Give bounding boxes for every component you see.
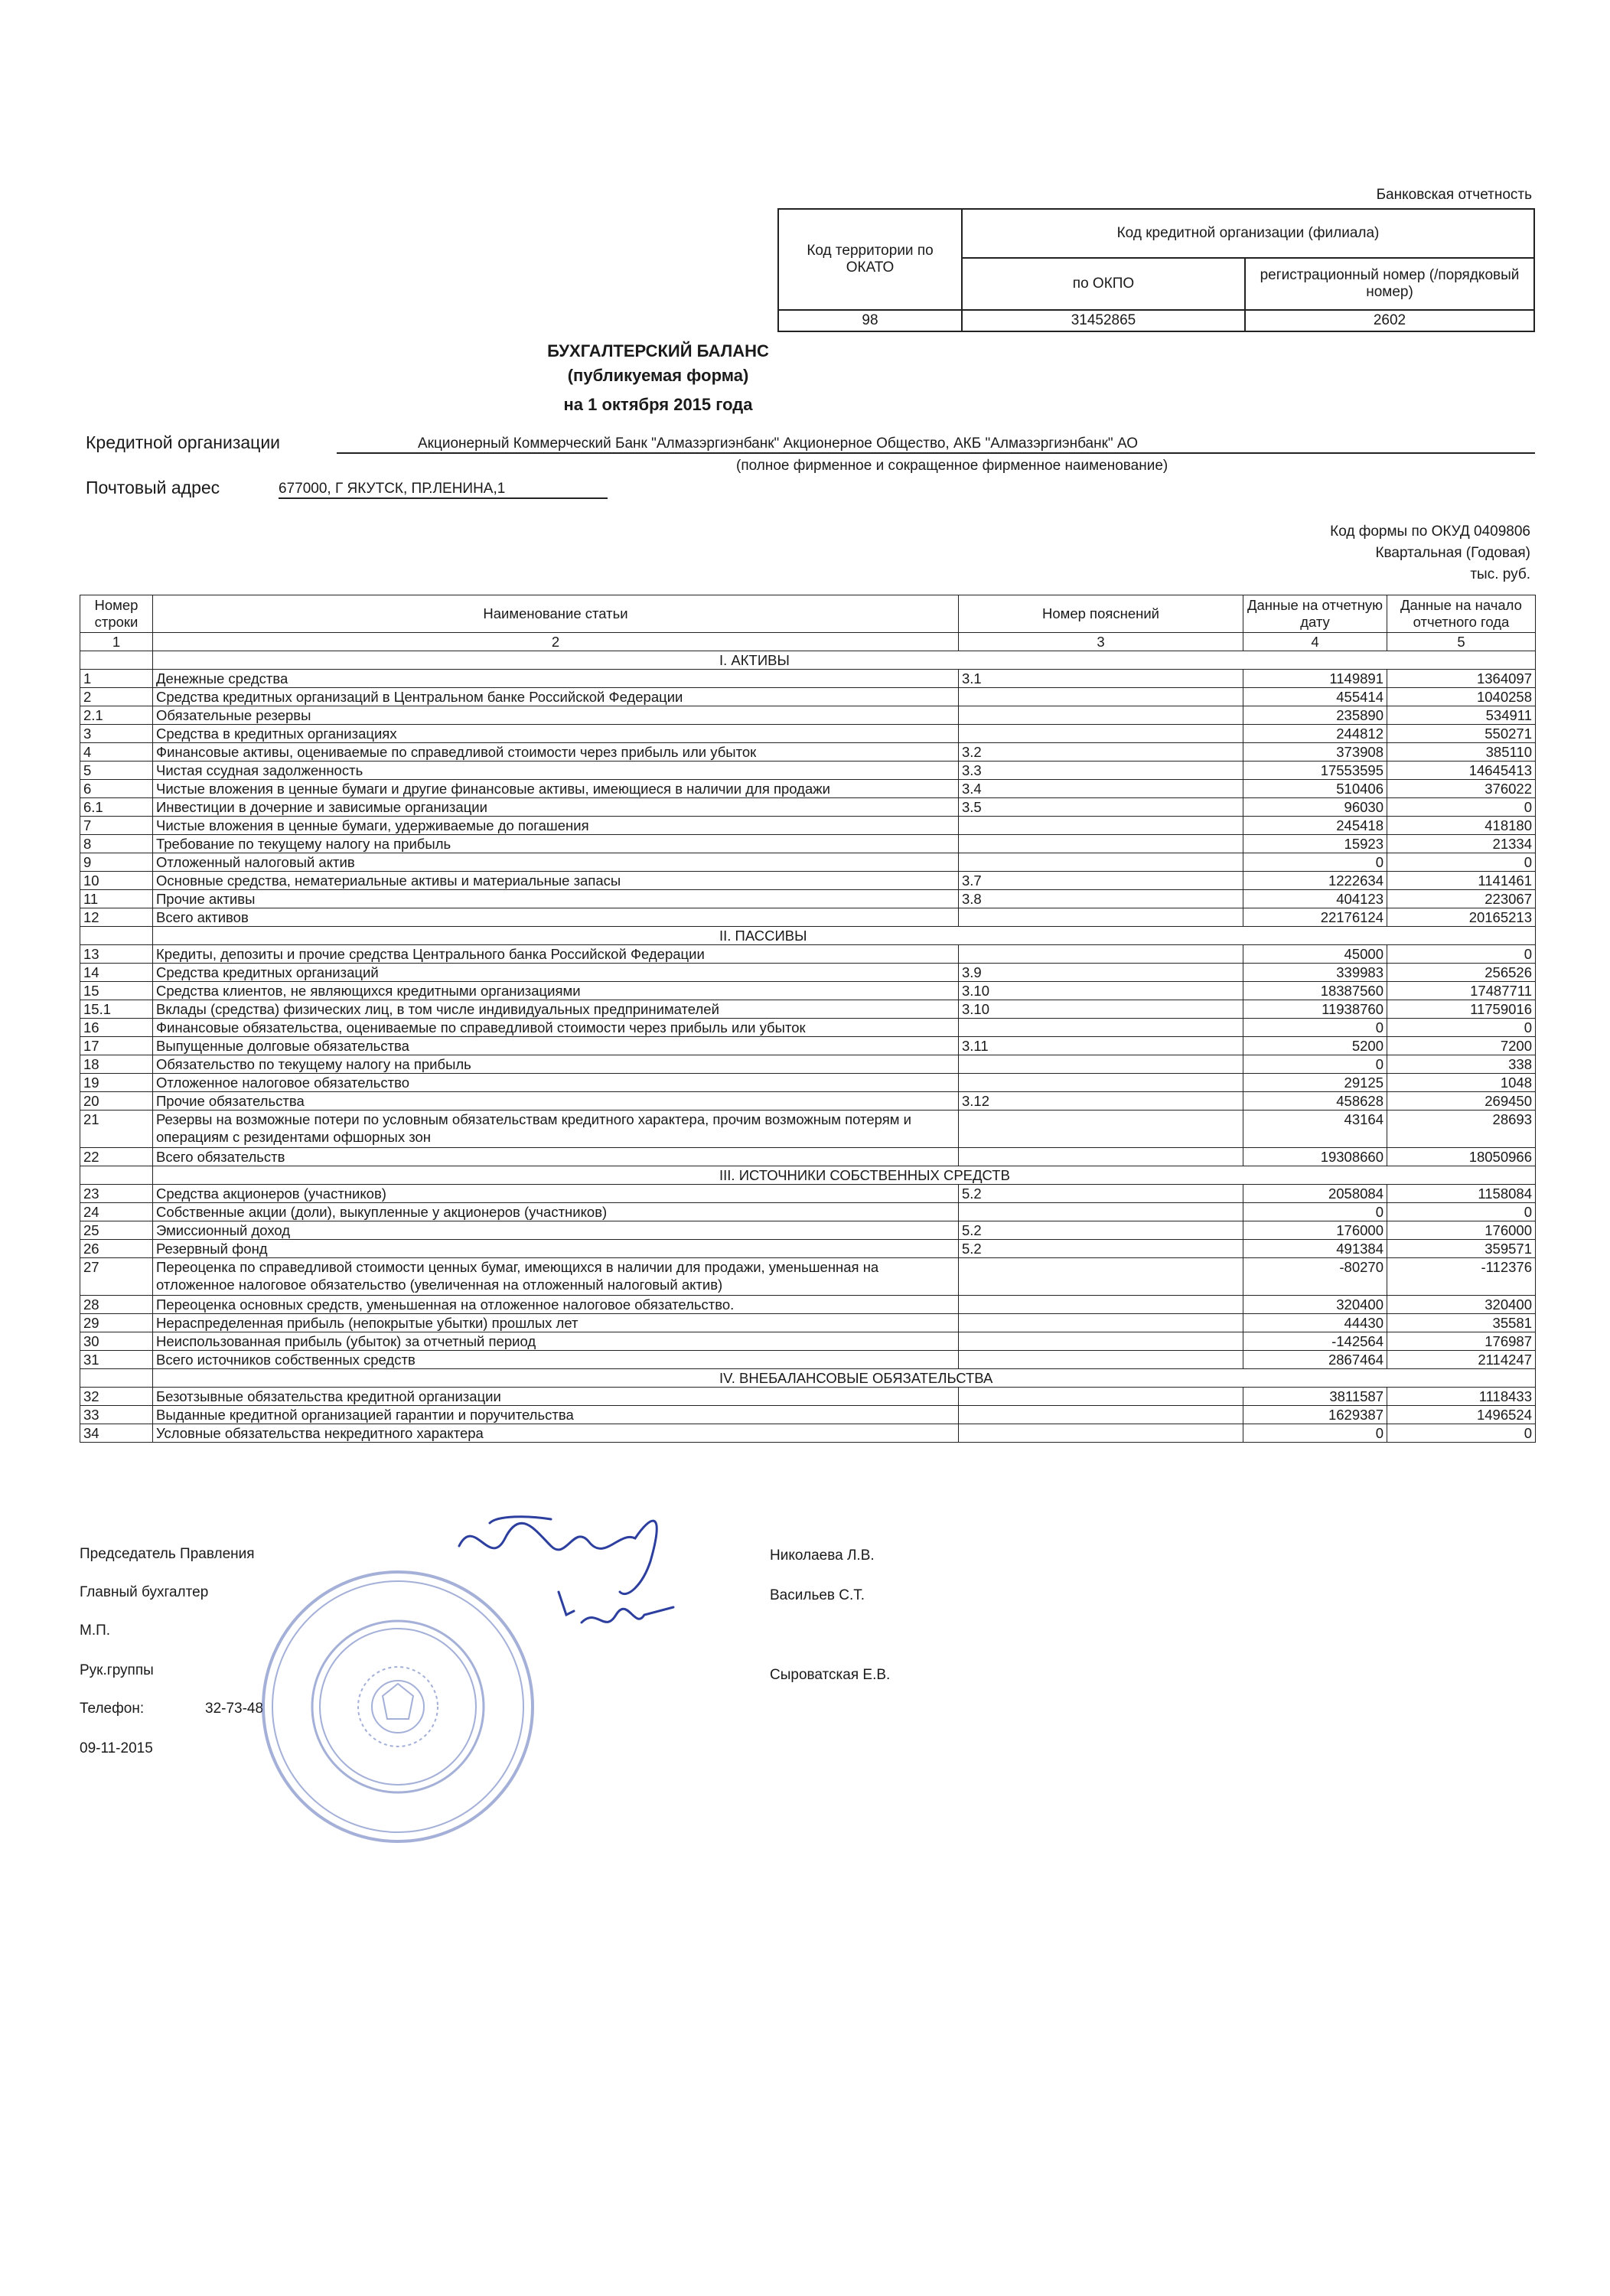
row-number: 16 xyxy=(80,1019,153,1037)
row-value-start: 21334 xyxy=(1387,835,1536,853)
row-value-start: 223067 xyxy=(1387,890,1536,908)
row-value-current: 2058084 xyxy=(1243,1185,1387,1203)
table-row xyxy=(80,1203,1536,1221)
row-number: 21 xyxy=(80,1110,153,1148)
row-note xyxy=(959,1314,1243,1332)
row-value-current: 339983 xyxy=(1243,964,1387,982)
table-row xyxy=(80,762,1536,780)
row-name: Чистая ссудная задолженность xyxy=(153,762,959,780)
column-header: Номер строки xyxy=(80,595,153,633)
table-row xyxy=(80,798,1536,817)
table-row xyxy=(80,1332,1536,1351)
row-number: 15.1 xyxy=(80,1000,153,1019)
okpo-label: по ОКПО xyxy=(962,258,1245,310)
row-name: Денежные средства xyxy=(153,670,959,688)
row-name: Финансовые обязательства, оцениваемые по справедливой стоимости через прибыль или убыток xyxy=(153,1019,959,1037)
row-note xyxy=(959,1019,1243,1037)
row-note: 3.3 xyxy=(959,762,1243,780)
table-row xyxy=(80,743,1536,762)
table-row xyxy=(80,1092,1536,1110)
row-value-start: 1158084 xyxy=(1387,1185,1536,1203)
row-name: Всего обязательств xyxy=(153,1148,959,1166)
row-value-current: 1149891 xyxy=(1243,670,1387,688)
group-name: Сыроватская Е.В. xyxy=(770,1667,891,1683)
row-value-current: 176000 xyxy=(1243,1221,1387,1240)
row-number: 6.1 xyxy=(80,798,153,817)
section-title: III. ИСТОЧНИКИ СОБСТВЕННЫХ СРЕДСТВ xyxy=(153,1166,1536,1185)
reg-number-value: 2602 xyxy=(1245,310,1534,331)
table-row xyxy=(80,1221,1536,1240)
row-number: 30 xyxy=(80,1332,153,1351)
report-date: на 1 октября 2015 года xyxy=(563,395,753,414)
row-name: Инвестиции в дочерние и зависимые организации xyxy=(153,798,959,817)
row-note xyxy=(959,1406,1243,1424)
row-number: 26 xyxy=(80,1240,153,1258)
row-name: Собственные акции (доли), выкупленные у акционеров (участников) xyxy=(153,1203,959,1221)
org-label: Кредитной организации xyxy=(86,432,281,452)
row-note xyxy=(959,1388,1243,1406)
column-header: Данные на начало отчетного года xyxy=(1387,595,1536,633)
row-note: 5.2 xyxy=(959,1185,1243,1203)
table-row xyxy=(80,1037,1536,1055)
row-number: 2.1 xyxy=(80,706,153,725)
table-row xyxy=(80,1055,1536,1074)
row-name: Кредиты, депозиты и прочие средства Центрального банка Российской Федерации xyxy=(153,945,959,964)
row-name: Обязательные резервы xyxy=(153,706,959,725)
row-note xyxy=(959,1258,1243,1296)
row-value-current: 491384 xyxy=(1243,1240,1387,1258)
table-row xyxy=(80,1314,1536,1332)
row-value-start: 0 xyxy=(1387,1203,1536,1221)
row-note xyxy=(959,835,1243,853)
row-value-start: 269450 xyxy=(1387,1092,1536,1110)
row-value-current: 0 xyxy=(1243,1203,1387,1221)
column-number: 4 xyxy=(1243,633,1387,651)
row-number: 1 xyxy=(80,670,153,688)
row-value-start: 0 xyxy=(1387,945,1536,964)
row-number: 15 xyxy=(80,982,153,1000)
phone-value: 32-73-48 xyxy=(205,1701,264,1717)
row-note xyxy=(959,1351,1243,1369)
row-note xyxy=(959,1332,1243,1351)
chairman-label: Председатель Правления xyxy=(80,1546,255,1562)
row-note: 3.10 xyxy=(959,982,1243,1000)
row-name: Чистые вложения в ценные бумаги, удерживаемые до погашения xyxy=(153,817,959,835)
row-name: Отложенный налоговый актив xyxy=(153,853,959,872)
row-value-start: 256526 xyxy=(1387,964,1536,982)
row-note: 3.9 xyxy=(959,964,1243,982)
units: тыс. руб. xyxy=(1470,566,1530,582)
row-value-start: 376022 xyxy=(1387,780,1536,798)
row-note xyxy=(959,1203,1243,1221)
table-row xyxy=(80,964,1536,982)
accountant-name: Васильев С.Т. xyxy=(770,1587,865,1603)
row-note xyxy=(959,688,1243,706)
table-row xyxy=(80,706,1536,725)
row-number: 12 xyxy=(80,908,153,927)
row-value-current: -80270 xyxy=(1243,1258,1387,1296)
table-row xyxy=(80,1148,1536,1166)
column-number: 3 xyxy=(959,633,1243,651)
table-row xyxy=(80,835,1536,853)
column-header: Наименование статьи xyxy=(153,595,959,633)
row-value-start: 359571 xyxy=(1387,1240,1536,1258)
table-header-row xyxy=(80,595,1536,633)
row-number: 5 xyxy=(80,762,153,780)
row-value-current: 15923 xyxy=(1243,835,1387,853)
row-number: 14 xyxy=(80,964,153,982)
table-row xyxy=(80,890,1536,908)
row-value-start: 385110 xyxy=(1387,743,1536,762)
form-code: Код формы по ОКУД 0409806 xyxy=(1330,523,1530,540)
row-note xyxy=(959,817,1243,835)
row-name: Всего активов xyxy=(153,908,959,927)
column-number-row xyxy=(80,633,1536,651)
row-value-current: 373908 xyxy=(1243,743,1387,762)
row-value-current: 45000 xyxy=(1243,945,1387,964)
row-name: Переоценка по справедливой стоимости ценных бумаг, имеющихся в наличии для продажи, уменьшенная на отложенное налоговое обязательство (увеличенная на отложенный налоговый актив) xyxy=(153,1258,959,1296)
row-value-start: 338 xyxy=(1387,1055,1536,1074)
row-name: Условные обязательства некредитного характера xyxy=(153,1424,959,1443)
row-value-current: 0 xyxy=(1243,853,1387,872)
row-note xyxy=(959,1110,1243,1148)
table-row xyxy=(80,1258,1536,1296)
row-value-current: 0 xyxy=(1243,1424,1387,1443)
row-note xyxy=(959,725,1243,743)
page-subtitle: (публикуемая форма) xyxy=(567,366,749,385)
table-row xyxy=(80,982,1536,1000)
row-note: 3.4 xyxy=(959,780,1243,798)
row-value-current: 96030 xyxy=(1243,798,1387,817)
row-value-start: 1048 xyxy=(1387,1074,1536,1092)
row-value-start: 2114247 xyxy=(1387,1351,1536,1369)
section-row xyxy=(80,1369,1536,1388)
row-number: 17 xyxy=(80,1037,153,1055)
row-note: 3.10 xyxy=(959,1000,1243,1019)
row-number: 10 xyxy=(80,872,153,890)
report-type: Банковская отчетность xyxy=(1376,187,1532,203)
row-number: 34 xyxy=(80,1424,153,1443)
table-row xyxy=(80,1388,1536,1406)
row-number: 28 xyxy=(80,1296,153,1314)
row-note: 5.2 xyxy=(959,1240,1243,1258)
okpo-value: 31452865 xyxy=(962,310,1245,331)
row-number: 18 xyxy=(80,1055,153,1074)
section-title: IV. ВНЕБАЛАНСОВЫЕ ОБЯЗАТЕЛЬСТВА xyxy=(153,1369,1536,1388)
balance-table xyxy=(80,595,1536,1443)
row-note: 3.1 xyxy=(959,670,1243,688)
row-value-start: 14645413 xyxy=(1387,762,1536,780)
row-value-current: 0 xyxy=(1243,1055,1387,1074)
row-note xyxy=(959,945,1243,964)
phone-label: Телефон: xyxy=(80,1701,145,1717)
table-row xyxy=(80,853,1536,872)
section-title: II. ПАССИВЫ xyxy=(153,927,1536,945)
chairman-name: Николаева Л.В. xyxy=(770,1548,875,1564)
table-row xyxy=(80,1000,1536,1019)
signature-icon xyxy=(444,1500,689,1653)
report-date-footer: 09-11-2015 xyxy=(80,1740,153,1756)
row-value-current: 1629387 xyxy=(1243,1406,1387,1424)
row-number: 13 xyxy=(80,945,153,964)
row-value-current: 244812 xyxy=(1243,725,1387,743)
row-value-current: -142564 xyxy=(1243,1332,1387,1351)
row-note: 3.11 xyxy=(959,1037,1243,1055)
table-row xyxy=(80,1019,1536,1037)
table-row xyxy=(80,1424,1536,1443)
row-name: Финансовые активы, оцениваемые по справедливой стоимости через прибыль или убыток xyxy=(153,743,959,762)
row-name: Средства в кредитных организациях xyxy=(153,725,959,743)
row-value-start: 534911 xyxy=(1387,706,1536,725)
address-value: 677000, Г ЯКУТСК, ПР.ЛЕНИНА,1 xyxy=(279,481,608,499)
section-row xyxy=(80,1166,1536,1185)
row-number: 23 xyxy=(80,1185,153,1203)
table-row xyxy=(80,780,1536,798)
row-note xyxy=(959,706,1243,725)
row-number: 33 xyxy=(80,1406,153,1424)
row-value-current: 320400 xyxy=(1243,1296,1387,1314)
row-number: 20 xyxy=(80,1092,153,1110)
row-value-start: -112376 xyxy=(1387,1258,1536,1296)
section-row xyxy=(80,927,1536,945)
row-value-start: 0 xyxy=(1387,853,1536,872)
table-row xyxy=(80,872,1536,890)
seal-label: М.П. xyxy=(80,1623,111,1639)
row-value-current: 19308660 xyxy=(1243,1148,1387,1166)
row-name: Отложенное налоговое обязательство xyxy=(153,1074,959,1092)
row-value-current: 5200 xyxy=(1243,1037,1387,1055)
row-value-start: 7200 xyxy=(1387,1037,1536,1055)
accountant-label: Главный бухгалтер xyxy=(80,1584,209,1600)
row-value-current: 3811587 xyxy=(1243,1388,1387,1406)
row-name: Средства клиентов, не являющихся кредитными организациями xyxy=(153,982,959,1000)
row-name: Безотзывные обязательства кредитной организации xyxy=(153,1388,959,1406)
row-number: 24 xyxy=(80,1203,153,1221)
row-value-start: 0 xyxy=(1387,1019,1536,1037)
group-label: Рук.группы xyxy=(80,1662,154,1678)
row-value-current: 404123 xyxy=(1243,890,1387,908)
row-value-start: 1040258 xyxy=(1387,688,1536,706)
row-value-current: 2867464 xyxy=(1243,1351,1387,1369)
row-value-current: 11938760 xyxy=(1243,1000,1387,1019)
row-name: Неиспользованная прибыль (убыток) за отчетный период xyxy=(153,1332,959,1351)
row-value-start: 1496524 xyxy=(1387,1406,1536,1424)
page-title: БУХГАЛТЕРСКИЙ БАЛАНС xyxy=(547,341,769,360)
row-number: 11 xyxy=(80,890,153,908)
row-value-start: 1364097 xyxy=(1387,670,1536,688)
row-value-current: 43164 xyxy=(1243,1110,1387,1148)
row-name: Чистые вложения в ценные бумаги и другие финансовые активы, имеющиеся в наличии для продажи xyxy=(153,780,959,798)
row-value-start: 1118433 xyxy=(1387,1388,1536,1406)
row-note: 3.7 xyxy=(959,872,1243,890)
table-row xyxy=(80,1406,1536,1424)
table-row xyxy=(80,1074,1536,1092)
column-number: 5 xyxy=(1387,633,1536,651)
table-row xyxy=(80,945,1536,964)
row-value-current: 0 xyxy=(1243,1019,1387,1037)
column-number: 2 xyxy=(153,633,959,651)
column-header: Номер пояснений xyxy=(959,595,1243,633)
section-title: I. АКТИВЫ xyxy=(153,651,1536,670)
row-name: Требование по текущему налогу на прибыль xyxy=(153,835,959,853)
row-value-current: 245418 xyxy=(1243,817,1387,835)
row-name: Основные средства, нематериальные активы и материальные запасы xyxy=(153,872,959,890)
row-note xyxy=(959,908,1243,927)
column-header: Данные на отчетную дату xyxy=(1243,595,1387,633)
row-value-start: 176987 xyxy=(1387,1332,1536,1351)
row-name: Обязательство по текущему налогу на прибыль xyxy=(153,1055,959,1074)
row-value-start: 176000 xyxy=(1387,1221,1536,1240)
okato-label: Код территории по ОКАТО xyxy=(778,209,962,310)
row-value-current: 18387560 xyxy=(1243,982,1387,1000)
row-value-current: 22176124 xyxy=(1243,908,1387,927)
row-number: 4 xyxy=(80,743,153,762)
row-note xyxy=(959,853,1243,872)
row-value-start: 550271 xyxy=(1387,725,1536,743)
report-period: Квартальная (Годовая) xyxy=(1375,545,1530,561)
row-note xyxy=(959,1055,1243,1074)
row-name: Средства кредитных организаций в Центральном банке Российской Федерации xyxy=(153,688,959,706)
row-value-start: 0 xyxy=(1387,1424,1536,1443)
address-label: Почтовый адрес xyxy=(86,478,220,497)
row-value-start: 320400 xyxy=(1387,1296,1536,1314)
reg-number-label: регистрационный номер (/порядковый номер) xyxy=(1245,258,1534,310)
row-value-start: 1141461 xyxy=(1387,872,1536,890)
row-note: 3.2 xyxy=(959,743,1243,762)
table-row xyxy=(80,1240,1536,1258)
row-value-current: 510406 xyxy=(1243,780,1387,798)
row-value-start: 11759016 xyxy=(1387,1000,1536,1019)
row-number: 7 xyxy=(80,817,153,835)
row-number: 31 xyxy=(80,1351,153,1369)
row-value-start: 18050966 xyxy=(1387,1148,1536,1166)
table-row xyxy=(80,725,1536,743)
row-value-current: 1222634 xyxy=(1243,872,1387,890)
row-value-current: 17553595 xyxy=(1243,762,1387,780)
table-row xyxy=(80,1185,1536,1203)
row-value-current: 44430 xyxy=(1243,1314,1387,1332)
row-note: 3.5 xyxy=(959,798,1243,817)
row-number: 2 xyxy=(80,688,153,706)
row-value-start: 418180 xyxy=(1387,817,1536,835)
org-code-label: Код кредитной организации (филиала) xyxy=(962,209,1534,258)
row-number: 19 xyxy=(80,1074,153,1092)
row-name: Нераспределенная прибыль (непокрытые убытки) прошлых лет xyxy=(153,1314,959,1332)
table-row xyxy=(80,1351,1536,1369)
row-name: Вклады (средства) физических лиц, в том числе индивидуальных предпринимателей xyxy=(153,1000,959,1019)
table-row xyxy=(80,670,1536,688)
row-name: Прочие обязательства xyxy=(153,1092,959,1110)
row-note: 5.2 xyxy=(959,1221,1243,1240)
row-name: Прочие активы xyxy=(153,890,959,908)
row-number: 6 xyxy=(80,780,153,798)
row-note xyxy=(959,1424,1243,1443)
row-note xyxy=(959,1296,1243,1314)
row-value-start: 0 xyxy=(1387,798,1536,817)
row-number: 8 xyxy=(80,835,153,853)
row-number: 32 xyxy=(80,1388,153,1406)
row-value-current: 235890 xyxy=(1243,706,1387,725)
table-row xyxy=(80,1110,1536,1148)
row-name: Средства акционеров (участников) xyxy=(153,1185,959,1203)
table-row xyxy=(80,908,1536,927)
row-value-current: 458628 xyxy=(1243,1092,1387,1110)
column-number: 1 xyxy=(80,633,153,651)
row-number: 9 xyxy=(80,853,153,872)
row-number: 3 xyxy=(80,725,153,743)
row-number: 25 xyxy=(80,1221,153,1240)
row-name: Резервный фонд xyxy=(153,1240,959,1258)
row-name: Эмиссионный доход xyxy=(153,1221,959,1240)
row-value-start: 35581 xyxy=(1387,1314,1536,1332)
row-number: 29 xyxy=(80,1314,153,1332)
row-value-start: 20165213 xyxy=(1387,908,1536,927)
row-note: 3.12 xyxy=(959,1092,1243,1110)
row-note xyxy=(959,1148,1243,1166)
row-name: Выданные кредитной организацией гарантии и поручительства xyxy=(153,1406,959,1424)
section-row xyxy=(80,651,1536,670)
org-name: Акционерный Коммерческий Банк "Алмазэргиэнбанк" Акционерное Общество, АКБ "Алмазэргиэнбанк" АО xyxy=(337,435,1535,454)
row-name: Переоценка основных средств, уменьшенная на отложенное налоговое обязательство. xyxy=(153,1296,959,1314)
row-name: Средства кредитных организаций xyxy=(153,964,959,982)
row-value-start: 17487711 xyxy=(1387,982,1536,1000)
row-value-start: 28693 xyxy=(1387,1110,1536,1148)
okato-value: 98 xyxy=(778,310,962,331)
row-value-current: 29125 xyxy=(1243,1074,1387,1092)
row-name: Резервы на возможные потери по условным обязательствам кредитного характера, прочим возможным потерям и операциям с резидентами офшорных зон xyxy=(153,1110,959,1148)
row-note xyxy=(959,1074,1243,1092)
org-codes-table xyxy=(777,208,1535,332)
row-name: Выпущенные долговые обязательства xyxy=(153,1037,959,1055)
row-number: 27 xyxy=(80,1258,153,1296)
row-note: 3.8 xyxy=(959,890,1243,908)
row-value-current: 455414 xyxy=(1243,688,1387,706)
org-name-note: (полное фирменное и сокращенное фирменное наименование) xyxy=(736,458,1168,474)
row-number: 22 xyxy=(80,1148,153,1166)
table-row xyxy=(80,688,1536,706)
row-name: Всего источников собственных средств xyxy=(153,1351,959,1369)
table-row xyxy=(80,817,1536,835)
table-row xyxy=(80,1296,1536,1314)
